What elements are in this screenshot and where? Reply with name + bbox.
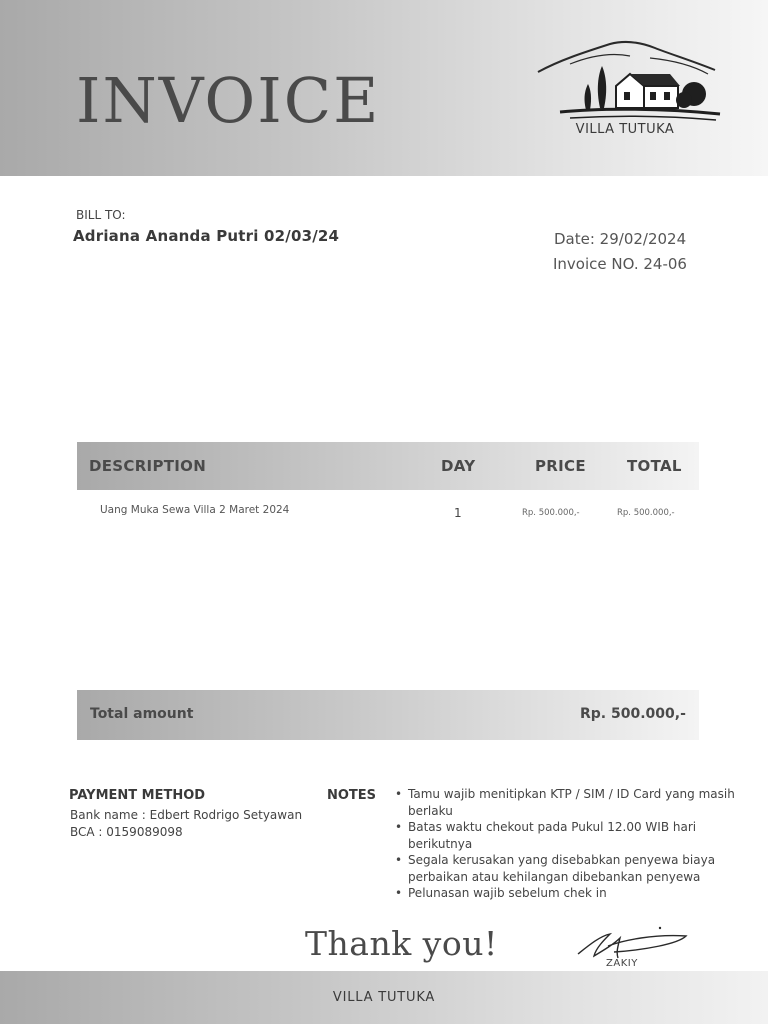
footer-brand: VILLA TUTUKA: [332, 990, 436, 1005]
payment-bank-name: Bank name : Edbert Rodrigo Setyawan: [70, 808, 303, 822]
list-item: • Pelunasan wajib sebelum chek in: [393, 885, 738, 902]
invoice-title: INVOICE: [76, 64, 381, 137]
column-header-day: DAY: [441, 457, 476, 475]
column-header-total: TOTAL: [627, 457, 682, 475]
column-header-price: PRICE: [535, 457, 586, 475]
villa-landscape-logo-icon: [530, 30, 730, 125]
row-description: Uang Muka Sewa Villa 2 Maret 2024: [100, 504, 290, 516]
payment-method-title: PAYMENT METHOD: [69, 788, 206, 803]
list-item: • Tamu wajib menitipkan KTP / SIM / ID Card yang masih berlaku: [393, 786, 738, 819]
thank-you-text: Thank you!: [305, 924, 498, 963]
signature-name: ZAKIY: [606, 958, 638, 969]
row-total: Rp. 500.000,-: [617, 508, 675, 518]
invoice-date: Date: 29/02/2024: [554, 230, 687, 248]
row-price: Rp. 500.000,-: [522, 508, 580, 518]
notes-title: NOTES: [327, 788, 377, 803]
bill-to-name: Adriana Ananda Putri 02/03/24: [73, 227, 340, 245]
payment-account: BCA : 0159089098: [70, 825, 183, 839]
list-item: • Batas waktu chekout pada Pukul 12.00 WIB hari berikutnya: [393, 819, 738, 852]
notes-list: [393, 786, 738, 902]
brand-name: VILLA TUTUKA: [575, 122, 675, 137]
total-value: Rp. 500.000,-: [580, 706, 686, 722]
row-day: 1: [454, 506, 462, 520]
column-header-description: DESCRIPTION: [89, 457, 207, 475]
bill-to-label: BILL TO:: [76, 208, 126, 222]
total-label: Total amount: [90, 706, 194, 722]
list-item: • Segala kerusakan yang disebabkan penyewa biaya perbaikan atau kehilangan dibebankan penyewa: [393, 852, 738, 885]
invoice-number: Invoice NO. 24-06: [553, 255, 687, 273]
